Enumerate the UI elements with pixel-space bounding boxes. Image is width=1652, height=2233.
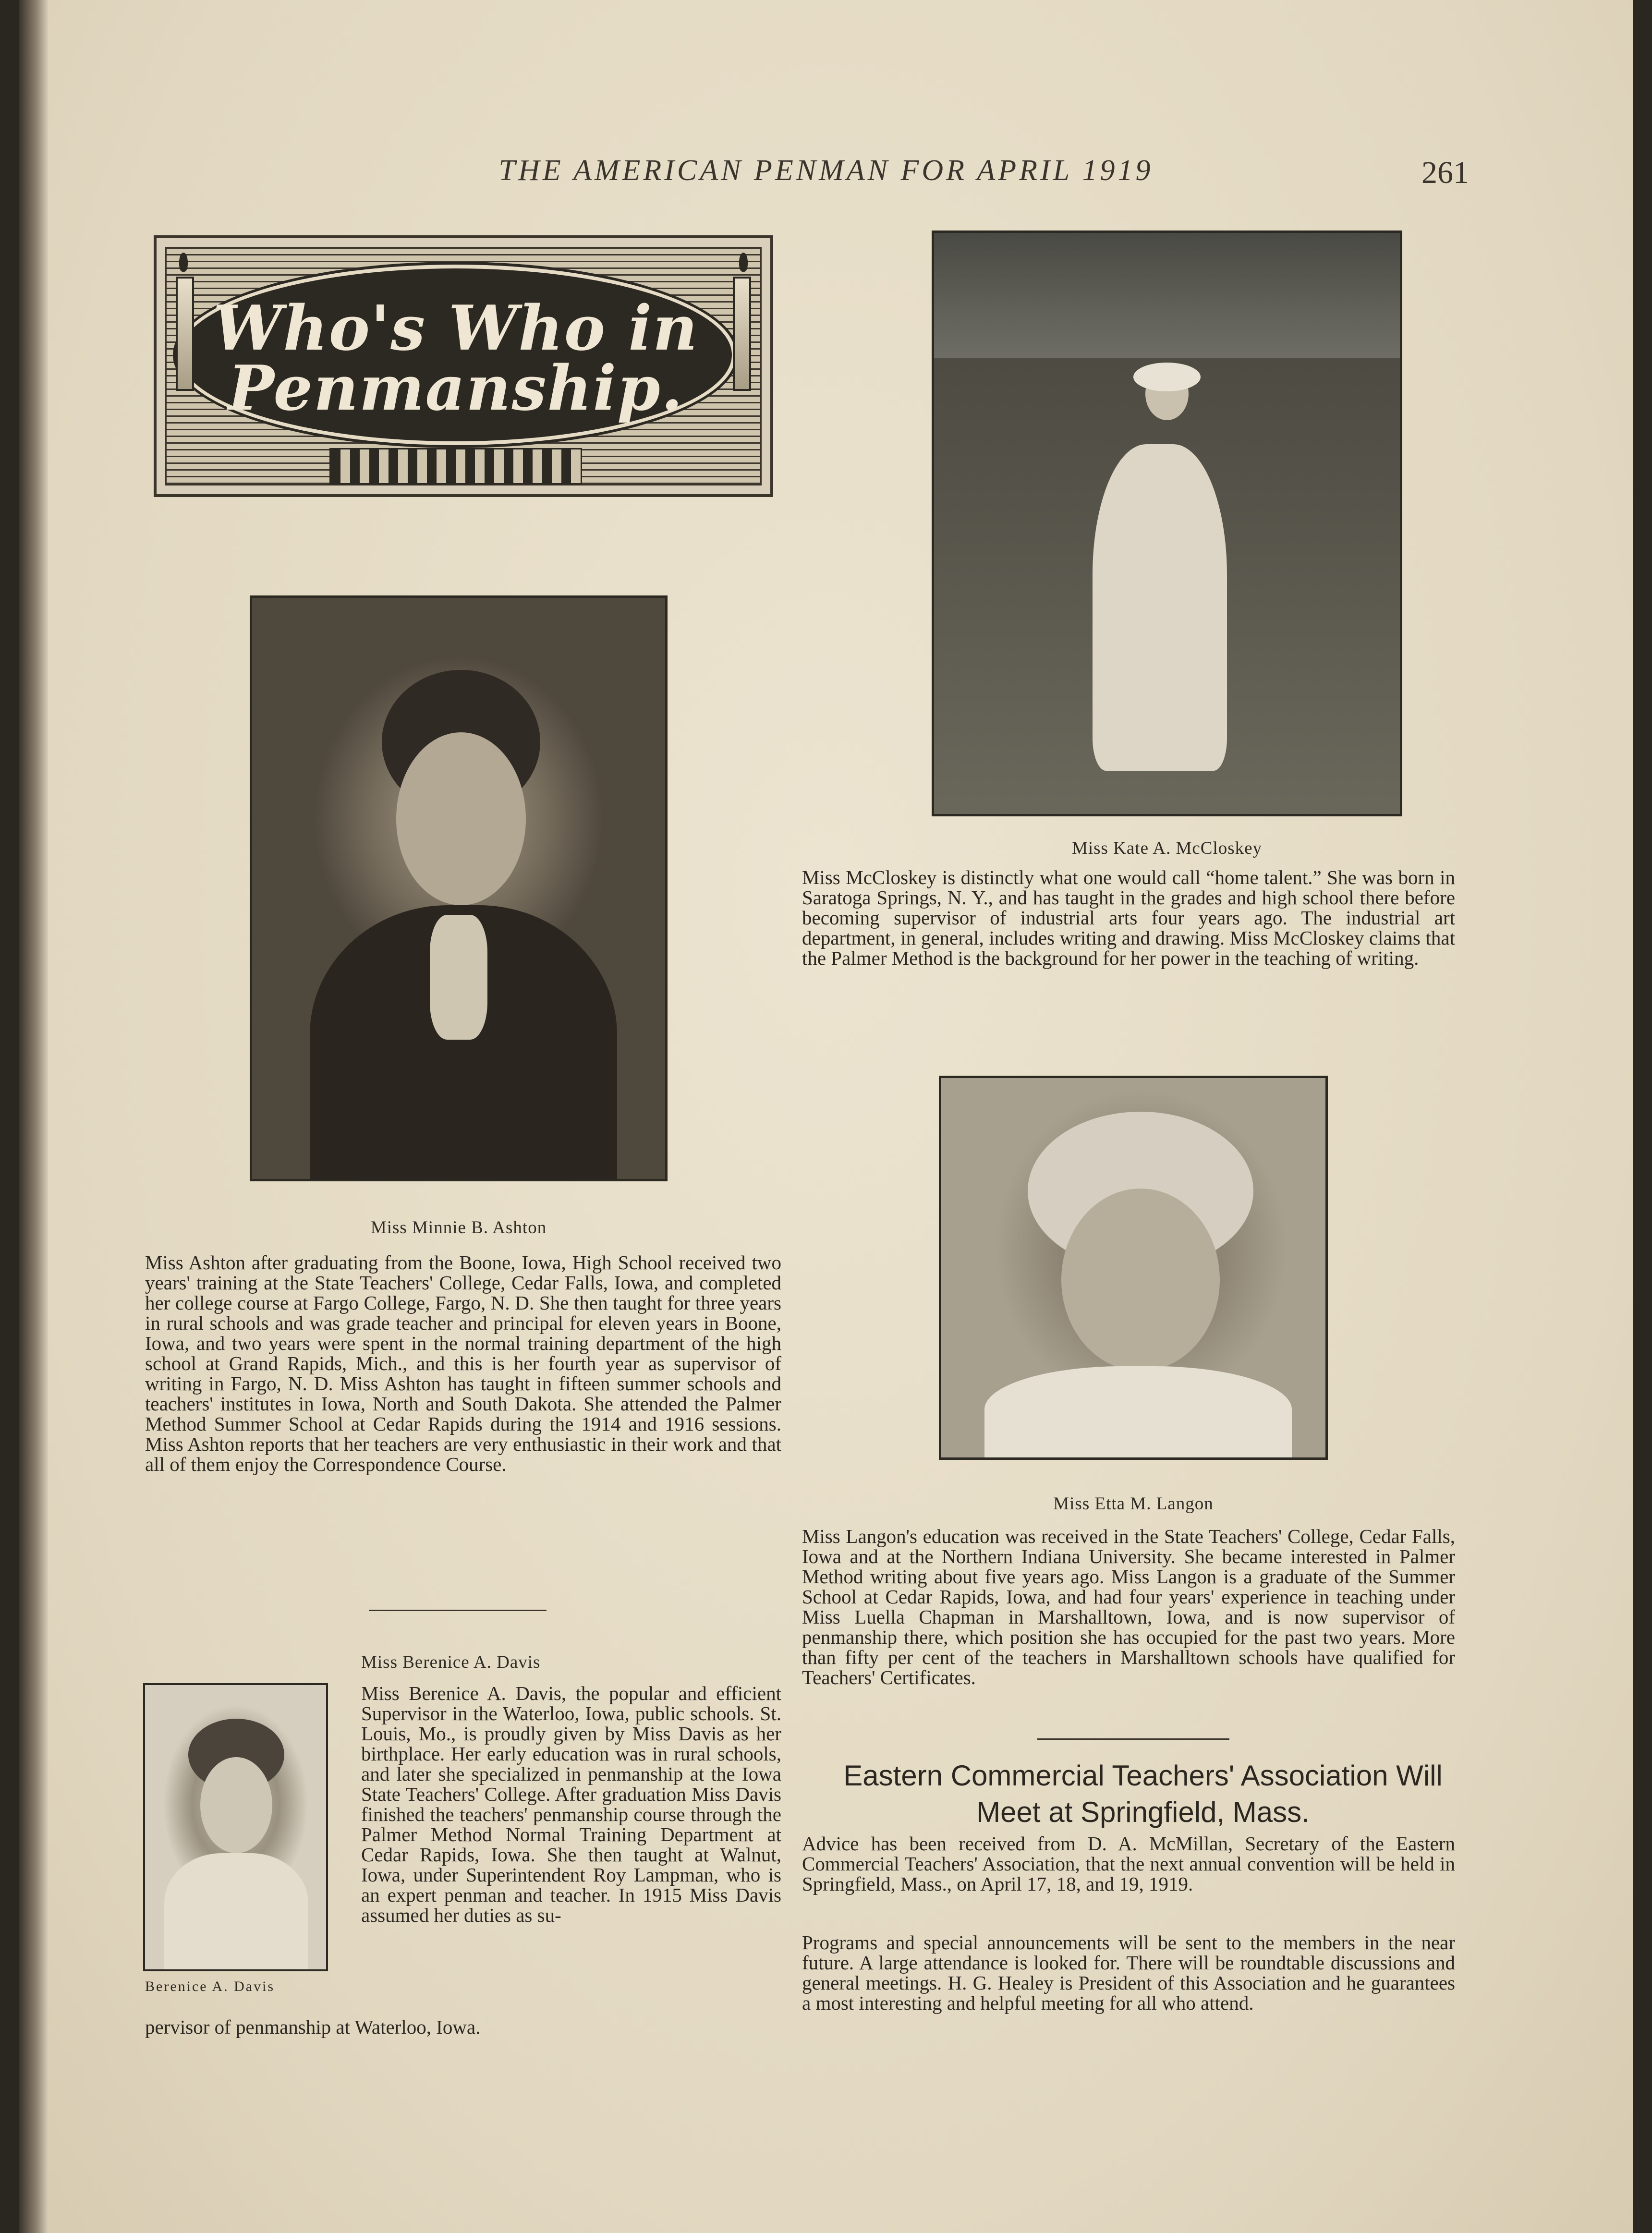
candle-icon [176,277,194,391]
caption-langon: Miss Etta M. Langon [1053,1494,1214,1514]
running-head: THE AMERICAN PENMAN FOR APRIL 1919 [498,154,1154,187]
photo-kate-mccloskey [932,231,1402,816]
candle-icon [733,277,751,391]
masthead-line-2: Penmanship. [228,352,684,425]
heading-davis: Miss Berenice A. Davis [361,1652,541,1672]
flame-icon [739,253,748,272]
davis-paragraph-wrapped: Miss Berenice A. Davis, the popular and efficient Supervisor in the Waterloo, Iowa, public schools. St. Louis, Mo., is proudly given by Miss Davis as her birthplace. Her early education was in rural schools, and later she specialized in penmanship at the Iowa State Teachers' College. After graduation Miss Davis finished the teachers' penmanship course through the Palmer Method Normal Training Department at Cedar Rapids, Iowa. She then taught at Walnut, Iowa, under Superintendent Roy Lampman, who is an expert penman and teacher. In 1915 Miss Davis assumed her duties as su- [361,1682,781,1926]
masthead-line-1: Who's Who in [213,292,699,364]
page-number: 261 [1421,155,1469,190]
whos-who-masthead-ornament [154,235,773,497]
portrait-etta-langon [939,1076,1328,1460]
ashton-paragraph: Miss Ashton after graduating from the Boone, Iowa, High School received two years' training at the State Teachers' College, Cedar Falls, Iowa, and completed her college course at Fargo College, Fargo, N. D. She then taught for three years in rural schools and was grade teacher and principal for eleven years in Boone, Iowa, and two years were spent in the normal training department of the high school at Grand Rapids, Mich., and this is her fourth year as supervisor of writing in Fargo, N. D. Miss Ashton has taught in fifteen summer schools and teachers' institutes in Iowa, North and South Dakota. She attended the Palmer Method Summer School at Cedar Rapids during the 1914 and 1916 sessions. Miss Ashton reports that her teachers are very enthusiastic in their work and that all of them enjoy the Correspondence Course. [145,1251,781,1475]
magazine-page [19,0,1633,2233]
caption-davis: Berenice A. Davis [145,1978,275,1994]
book-spine-shadow [19,0,48,2233]
headline-line-2: Meet at Springfield, Mass. [976,1796,1310,1828]
langon-paragraph: Miss Langon's education was received in the State Teachers' College, Cedar Falls, Iowa and at the Northern Indiana University. She became interested in Palmer Method writing about five years ago. Miss Langon is a graduate of the Summer School at Cedar Rapids, Iowa, and had four years' experience in teaching under Miss Luella Chapman in Marshalltown, Iowa, and is now supervisor of penmanship there, which position she has occupied for the past two years. More than fifty per cent of the teachers in Marshalltown schools have qualified for Teachers' Certificates. [802,1525,1455,1688]
portrait-minnie-ashton [250,595,668,1181]
section-divider [369,1610,547,1611]
article-headline [802,1758,1484,1831]
portrait-berenice-davis [143,1683,328,1971]
article-paragraph-2: Programs and special announcements will be sent to the members in the near future. A large attendance is looked for. There will be roundtable discussions and general meetings. H. G. Healey is President of this Association and he guarantees a most interesting and helpful meeting for all who attend. [802,1931,1455,2014]
davis-paragraph-end: pervisor of penmanship at Waterloo, Iowa. [145,2016,481,2038]
mccloskey-paragraph: Miss McCloskey is distinctly what one would call “home talent.” She was born in Saratoga Springs, N. Y., and has taught in the grades and high school there before becoming supervisor of industrial arts four years ago. The industrial art department, in general, includes writing and drawing. Miss McCloskey claims that the Palmer Method is the background for her power in the teaching of writing. [802,866,1455,969]
article-paragraph-1: Advice has been received from D. A. McMillan, Secretary of the Eastern Commercial Teachers' Association, that the next annual convention will be held in Springfield, Mass., on April 17, 18, and 19, 1919. [802,1833,1455,1895]
headline-line-1: Eastern Commercial Teachers' Association Will [843,1760,1443,1792]
flame-icon [179,253,188,272]
caption-mccloskey: Miss Kate A. McCloskey [1071,838,1263,858]
caption-ashton: Miss Minnie B. Ashton [370,1218,547,1238]
section-divider [1037,1738,1229,1740]
ornamental-scroll [329,448,582,485]
